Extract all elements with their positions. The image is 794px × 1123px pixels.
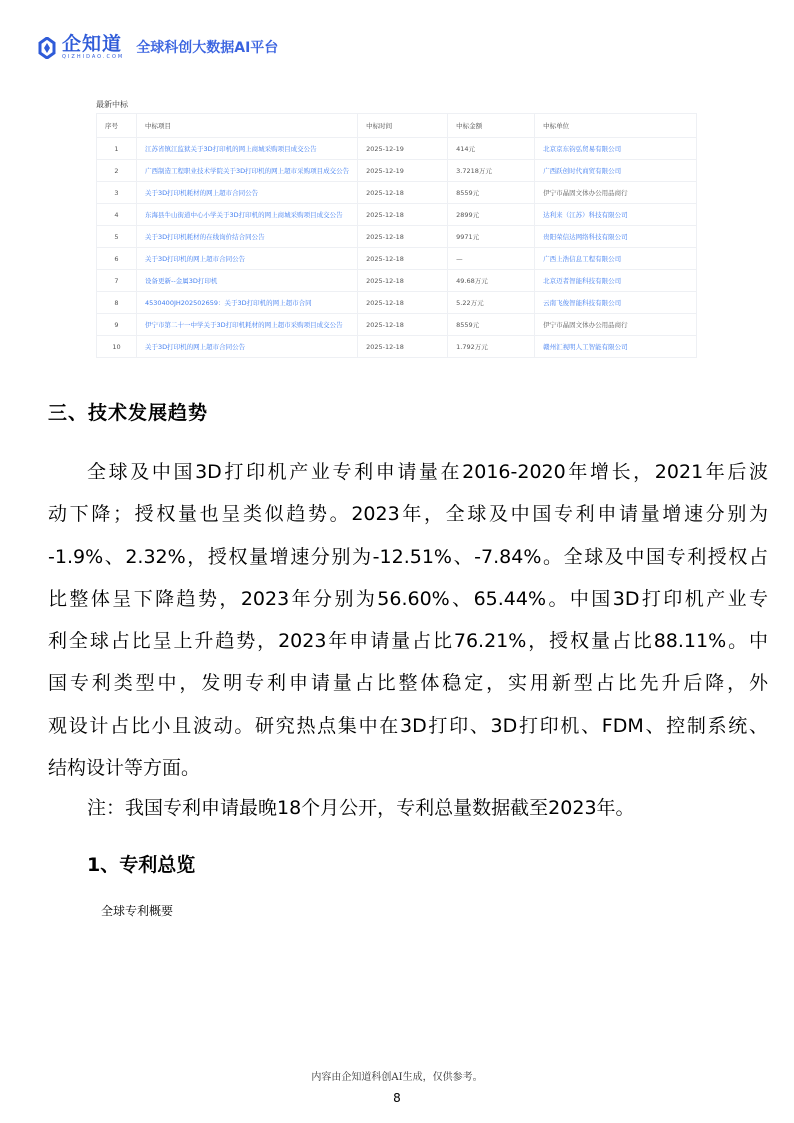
bid-date: 2025-12-19 — [358, 160, 448, 182]
table-row — [97, 226, 697, 248]
paragraph-line: 动下降；授权量也呈类似趋势。2023年，全球及中国专利申请量增速分别为 — [48, 503, 768, 526]
bid-date: 2025-12-18 — [358, 292, 448, 314]
winning-company[interactable]: 广西上浩信息工程有限公司 — [535, 248, 697, 270]
paragraph-line: 比整体呈下降趋势，2023年分别为56.60%、65.44%。中国3D打印机产业专 — [48, 587, 768, 610]
paragraph — [48, 451, 768, 789]
bid-amount: 1.792万元 — [448, 336, 535, 358]
project-link[interactable]: 伊宁市第二十一中学关于3D打印机耗材的网上超市采购项目成交公告 — [137, 314, 358, 336]
winning-company[interactable]: 贵阳荣信达网络科技有限公司 — [535, 226, 697, 248]
project-link[interactable]: 关于3D打印机的网上超市合同公告 — [137, 336, 358, 358]
winning-company[interactable]: 北京京东钧弘贸易有限公司 — [535, 138, 697, 160]
slogan: 全球科创大数据AI平台 — [136, 39, 279, 56]
winning-company[interactable]: 赣州汇视明人工智能有限公司 — [535, 336, 697, 358]
winning-company[interactable]: 广西跃创时代商贸有限公司 — [535, 160, 697, 182]
bid-date: 2025-12-18 — [358, 204, 448, 226]
bid-date: 2025-12-18 — [358, 270, 448, 292]
row-number: 6 — [97, 248, 137, 270]
section-title: 三、技术发展趋势 — [48, 402, 209, 424]
table-row — [97, 204, 697, 226]
col-header: 中标单位 — [535, 114, 697, 138]
row-number: 7 — [97, 270, 137, 292]
winning-company[interactable]: 云南飞俊智能科技有限公司 — [535, 292, 697, 314]
bid-date: 2025-12-18 — [358, 314, 448, 336]
table-header — [97, 114, 697, 138]
winning-company: 伊宁市晶固文体办公用品商行 — [535, 182, 697, 204]
table-row — [97, 314, 697, 336]
project-link[interactable]: 关于3D打印机的网上超市合同公告 — [137, 248, 358, 270]
row-number: 10 — [97, 336, 137, 358]
bid-date: 2025-12-19 — [358, 138, 448, 160]
table-row — [97, 138, 697, 160]
col-header: 中标时间 — [358, 114, 448, 138]
bid-date: 2025-12-18 — [358, 226, 448, 248]
winning-company: 伊宁市晶固文体办公用品商行 — [535, 314, 697, 336]
paragraph-line: 利全球占比呈上升趋势，2023年申请量占比76.21%，授权量占比88.11%。中 — [48, 630, 768, 653]
paragraph-line: 国专利类型中，发明专利申请量占比整体稳定，实用新型占比先升后降，外 — [48, 672, 768, 695]
row-number: 8 — [97, 292, 137, 314]
logo-icon — [38, 37, 56, 59]
row-number: 1 — [97, 138, 137, 160]
project-link[interactable]: 4530400JH202502659：关于3D打印机的网上超市合同 — [137, 292, 358, 314]
row-number: 3 — [97, 182, 137, 204]
bid-table — [96, 113, 697, 358]
project-link[interactable]: 关于3D打印机耗材的网上超市合同公告 — [137, 182, 358, 204]
footer-disclaimer: 内容由企知道科创AI生成，仅供参考。 — [311, 1072, 483, 1083]
table-row — [97, 248, 697, 270]
project-link[interactable]: 东海县牛山街道中心小学关于3D打印机的网上商城采购项目成交公告 — [137, 204, 358, 226]
bid-amount: 49.68万元 — [448, 270, 535, 292]
logo — [38, 34, 278, 61]
paragraph-line: 观设计占比小且波动。研究热点集中在3D打印、3D打印机、FDM、控制系统、 — [48, 714, 768, 737]
subsection-title: 1、专利总览 — [87, 854, 196, 876]
winning-company[interactable]: 达利来（江苏）科技有限公司 — [535, 204, 697, 226]
brand-domain: QIZHIDAO.COM — [62, 54, 125, 60]
bid-amount: 5.22万元 — [448, 292, 535, 314]
table-row — [97, 292, 697, 314]
table-title: 最新中标 — [96, 100, 128, 109]
table-row — [97, 160, 697, 182]
paragraph-line: -1.9%、2.32%，授权量增速分别为-12.51%、-7.84%。全球及中国专利授权占 — [48, 545, 768, 568]
brand-name: 企知道 — [62, 33, 123, 55]
table-row — [97, 182, 697, 204]
col-header: 中标金额 — [448, 114, 535, 138]
col-header: 中标项目 — [137, 114, 358, 138]
bid-amount: 3.7218万元 — [448, 160, 535, 182]
project-link[interactable]: 江苏省镇江监狱关于3D打印机的网上商城采购项目成交公告 — [137, 138, 358, 160]
subsection-caption: 全球专利概要 — [101, 904, 174, 918]
bid-amount: 9971元 — [448, 226, 535, 248]
bid-amount: 414元 — [448, 138, 535, 160]
bid-date: 2025-12-18 — [358, 182, 448, 204]
bid-date: 2025-12-18 — [358, 336, 448, 358]
bid-amount: 2899元 — [448, 204, 535, 226]
row-number: 9 — [97, 314, 137, 336]
table-row — [97, 336, 697, 358]
table-row — [97, 270, 697, 292]
brand-block — [62, 34, 124, 61]
project-link[interactable]: 关于3D打印机耗材的在线询价结合同公告 — [137, 226, 358, 248]
project-link[interactable]: 广西制造工程职业技术学院关于3D打印机的网上超市采购项目成交公告 — [137, 160, 358, 182]
note: 注：我国专利申请最晚18个月公开，专利总量数据截至2023年。 — [87, 797, 635, 819]
bid-amount: 8559元 — [448, 314, 535, 336]
bid-amount: — — [448, 248, 535, 270]
paragraph-line: 全球及中国3D打印机产业专利申请量在2016-2020年增长，2021年后波 — [87, 461, 768, 483]
col-header: 序号 — [97, 114, 137, 138]
paragraph-line: 结构设计等方面。 — [48, 757, 201, 780]
project-link[interactable]: 设备更新--金属3D打印机 — [137, 270, 358, 292]
bid-date: 2025-12-18 — [358, 248, 448, 270]
row-number: 4 — [97, 204, 137, 226]
winning-company[interactable]: 北京迈者智能科技有限公司 — [535, 270, 697, 292]
row-number: 5 — [97, 226, 137, 248]
row-number: 2 — [97, 160, 137, 182]
page-number: 8 — [393, 1091, 401, 1105]
bid-amount: 8559元 — [448, 182, 535, 204]
